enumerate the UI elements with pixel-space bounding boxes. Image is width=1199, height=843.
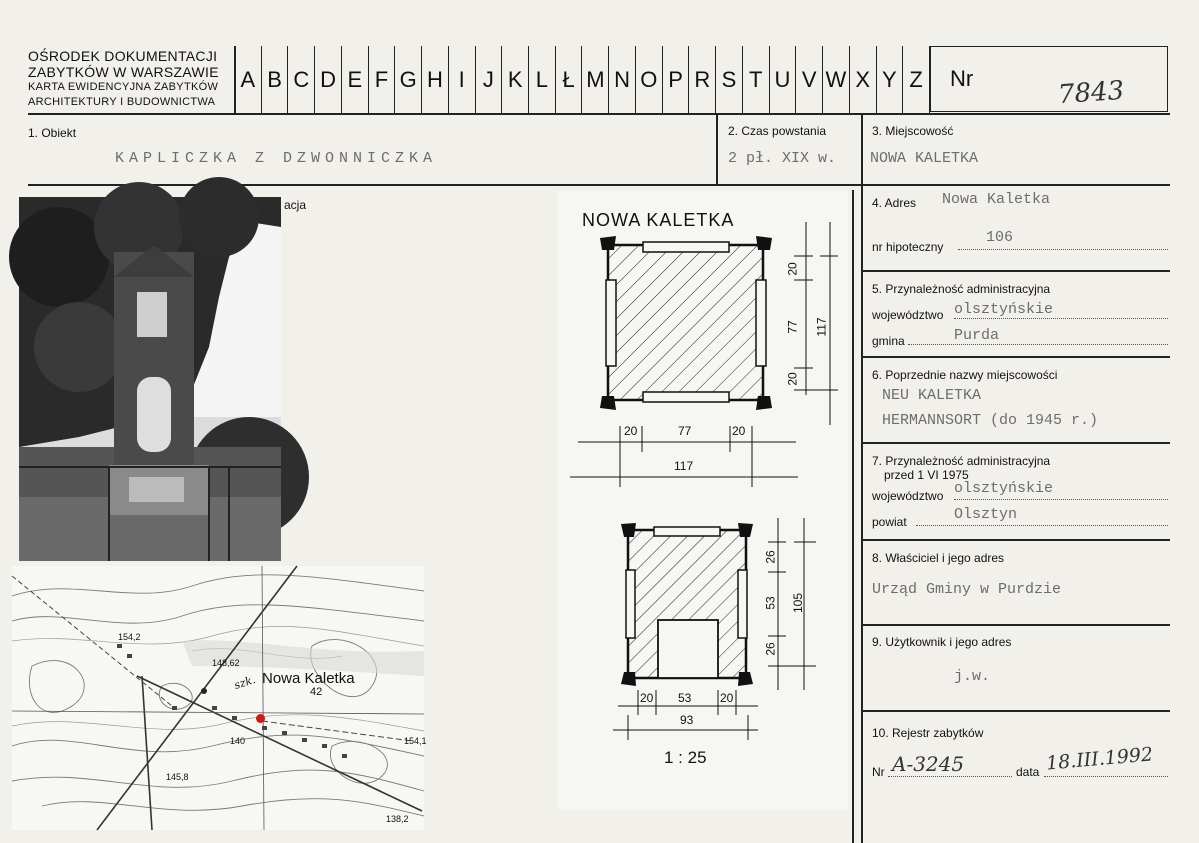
obiekt-label: 1. Obiekt (28, 126, 77, 140)
uzytkownik-value: j.w. (954, 668, 991, 685)
institution-line-2: ZABYTKÓW W WARSZAWIE (28, 64, 219, 80)
index-letter: I (449, 46, 476, 114)
rejestr-label: 10. Rejestr zabytków (872, 726, 984, 740)
location-map (12, 566, 427, 830)
miejscowosc-divider (861, 113, 863, 843)
czas-label: 2. Czas powstania (728, 124, 827, 138)
hipoteczny-value: 106 (986, 229, 1014, 246)
hipoteczny-label: nr hipoteczny (872, 240, 944, 254)
institution-block (28, 48, 228, 109)
rejestr-data-value: 18.III.1992 (1045, 743, 1154, 775)
index-letter: T (743, 46, 770, 114)
rule-after-przynaleznosc (861, 356, 1170, 358)
wlasciciel-value: Urząd Gminy w Purdzie (872, 581, 1062, 598)
plan1-h-dim-3: 20 (732, 424, 746, 438)
index-letter: Z (903, 46, 930, 114)
index-letter: Ł (556, 46, 583, 114)
rule-after-adres (861, 270, 1170, 272)
index-letter: C (288, 46, 315, 114)
wojewodztwo-value: olsztyńskie (954, 301, 1054, 318)
plan-drawing-panel (558, 190, 848, 810)
map-height-2: 148,62 (212, 658, 240, 668)
index-letter: O (636, 46, 663, 114)
rule-after-poprzednie (861, 442, 1170, 444)
poprzednie-label: 6. Poprzednie nazwy miejscowości (872, 368, 1058, 382)
index-letter: V (796, 46, 823, 114)
plan2-v-dim-2: 53 (763, 596, 778, 610)
wlasciciel-label: 8. Właściciel i jego adres (872, 551, 1005, 565)
plan1-h-dim-2: 77 (678, 424, 692, 438)
rejestr-nr-line (888, 776, 1012, 777)
plan1-v-dim-3: 20 (785, 372, 800, 386)
index-letter: Y (877, 46, 904, 114)
przynaleznosc-przed-label-1: 7. Przynależność administracyjna (872, 454, 1051, 468)
drawing-right-rule (852, 190, 854, 843)
index-letter: L (529, 46, 556, 114)
powiat-value: Olsztyn (954, 506, 1018, 523)
index-letter: W (823, 46, 850, 114)
rejestr-nr-label: Nr (872, 765, 885, 779)
plan2-h-dim-1: 20 (640, 691, 654, 705)
rule-after-uzytkownik (861, 710, 1170, 712)
wojewodztwo-label: województwo (872, 308, 944, 322)
poprzednie-value-2: HERMANNSORT (do 1945 r.) (882, 412, 1099, 429)
uzytkownik-label: 9. Użytkownik i jego adres (872, 635, 1012, 649)
gmina-value: Purda (954, 327, 1000, 344)
rule-after-wlasciciel (861, 624, 1170, 626)
powiat-label: powiat (872, 515, 907, 529)
chapel-photo (19, 197, 281, 561)
czas-value: 2 pł. XIX w. (728, 150, 837, 167)
index-letter: F (369, 46, 396, 114)
plan2-h-total: 93 (680, 713, 694, 727)
plan-1-outline (600, 236, 772, 410)
powiat-line (916, 525, 1168, 526)
gmina-label: gmina (872, 334, 905, 348)
index-letter: B (262, 46, 289, 114)
index-letter: H (422, 46, 449, 114)
wojewodztwo-przed-label: województwo (872, 489, 944, 503)
index-letter: J (476, 46, 503, 114)
index-letter: N (609, 46, 636, 114)
drawing-scale: 1 : 25 (664, 748, 707, 767)
miejscowosc-value: NOWA KALETKA (870, 150, 979, 167)
index-letter: P (663, 46, 690, 114)
plan2-v-dim-3: 26 (763, 642, 778, 656)
drawing-title: NOWA KALETKA (582, 210, 735, 230)
index-letter: K (502, 46, 529, 114)
plan1-v-dim-2: 77 (785, 320, 800, 334)
poprzednie-value-1: NEU KALETKA (882, 387, 982, 404)
map-height-6: 138,2 (386, 814, 409, 824)
plan1-h-dim-1: 20 (624, 424, 638, 438)
index-letter: D (315, 46, 342, 114)
przynaleznosc-label: 5. Przynależność administracyjna (872, 282, 1051, 296)
plan1-h-total: 117 (674, 459, 694, 473)
index-letter: E (342, 46, 369, 114)
index-letter: A (235, 46, 262, 114)
nr-label: Nr (950, 66, 974, 91)
adres-value: Nowa Kaletka (942, 191, 1051, 208)
letter-row-left-border (234, 46, 236, 114)
lokalizacja-label-fragment: acja (284, 198, 307, 212)
index-letter: M (583, 46, 610, 114)
topographic-map-image (12, 566, 424, 830)
gmina-line (908, 344, 1168, 345)
map-school-abbrev: szk. (232, 672, 258, 693)
map-height-1: 154,2 (118, 632, 141, 642)
czas-divider (716, 113, 718, 185)
plan2-h-dim-3: 20 (720, 691, 734, 705)
institution-line-3: KARTA EWIDENCYJNA ZABYTKÓW (28, 81, 219, 93)
hipoteczny-line (958, 249, 1168, 250)
map-height-3: 140 (230, 736, 246, 746)
map-height-4: 154,1 (404, 736, 427, 746)
plan2-v-dim-1: 26 (763, 550, 778, 564)
plan-drawings (558, 190, 848, 810)
map-place-name: Nowa Kaletka (262, 670, 355, 687)
map-marker (256, 714, 265, 723)
rejestr-nr-value: A-3245 (892, 752, 965, 776)
plan2-v-total: 105 (791, 592, 806, 614)
wojewodztwo-przed-value: olsztyńskie (954, 480, 1054, 497)
index-letter: X (850, 46, 877, 114)
rejestr-data-label: data (1016, 765, 1040, 779)
obiekt-value: KAPLICZKA Z DZWONNICZKA (115, 150, 438, 167)
adres-label: 4. Adres (872, 196, 917, 210)
institution-line-1: OŚRODEK DOKUMENTACJI (28, 48, 218, 64)
plan1-v-dim-1: 20 (785, 262, 800, 276)
map-height-5: 145,8 (166, 772, 189, 782)
header-rule (28, 113, 1170, 115)
map-number-42: 42 (310, 686, 323, 698)
index-letter: U (770, 46, 797, 114)
wojewodztwo-przed-line (954, 499, 1168, 500)
institution-line-4: ARCHITEKTURY I BUDOWNICTWA (28, 96, 216, 108)
nr-value: 7843 (1057, 75, 1126, 111)
plan-2-outline (621, 523, 753, 686)
rule-after-przynaleznosc-przed (861, 539, 1170, 541)
index-letter: G (395, 46, 422, 114)
index-letter: R (689, 46, 716, 114)
chapel-photo-image (19, 197, 281, 561)
miejscowosc-label: 3. Miejscowość (872, 124, 954, 138)
wojewodztwo-line (954, 318, 1168, 319)
index-letter: S (716, 46, 743, 114)
rejestr-data-line (1044, 776, 1168, 777)
przynaleznosc-przed-label-2: przed 1 VI 1975 (884, 468, 969, 482)
plan1-v-total: 117 (814, 317, 829, 337)
plan2-h-dim-2: 53 (678, 691, 692, 705)
